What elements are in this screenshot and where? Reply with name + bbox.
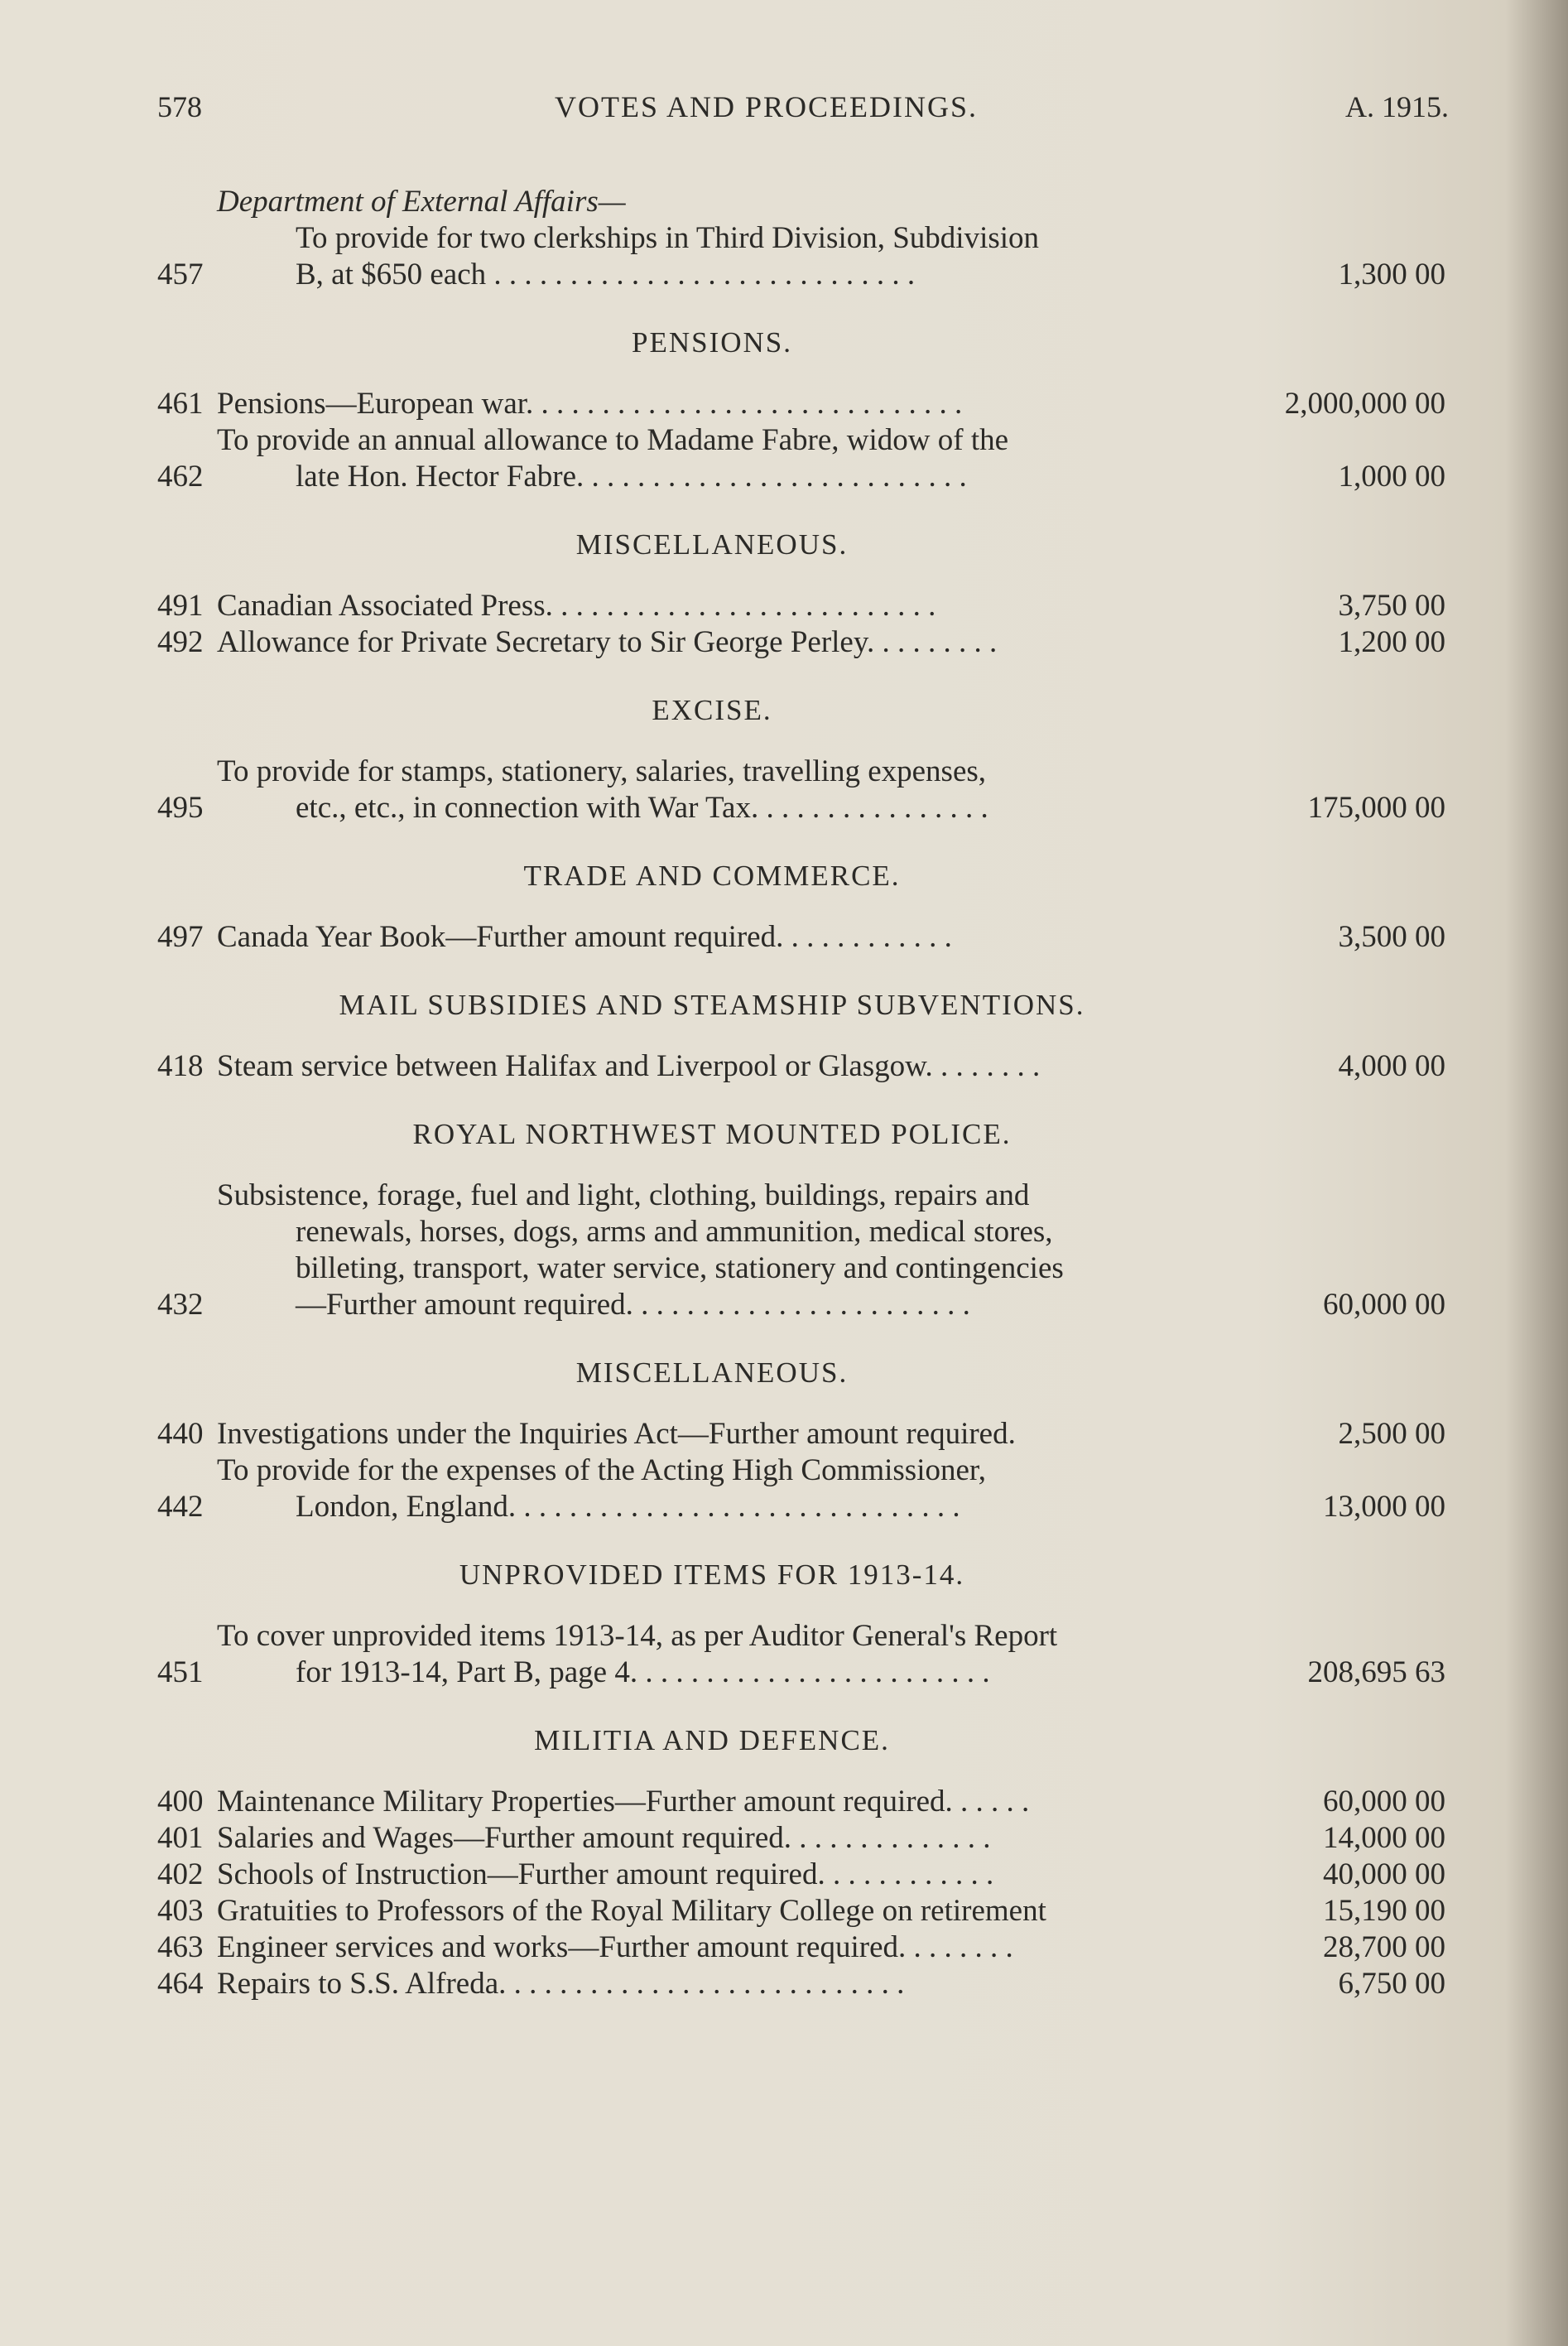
vote-number: 440: [157, 1417, 204, 1451]
vote-description: [217, 1820, 1260, 1857]
vote-entry: [157, 1893, 1449, 1929]
vote-number: 491: [157, 589, 204, 623]
vote-amount: 6,750 00: [1338, 1967, 1445, 2001]
vote-number: 461: [157, 387, 204, 421]
vote-entry: [157, 588, 1449, 624]
section: [157, 694, 1449, 826]
description-line: B, at $650 each . . . . . . . . . . . . . . . . . . . . . . . . . . . .: [296, 258, 916, 291]
vote-entry: [157, 1618, 1449, 1691]
vote-description: [217, 386, 1260, 422]
vote-entry: [157, 1857, 1449, 1893]
vote-description: [217, 1618, 1260, 1691]
page-header: [157, 89, 1449, 139]
running-title: VOTES AND PROCEEDINGS.: [555, 90, 979, 123]
vote-amount: 2,000,000 00: [1284, 387, 1445, 421]
vote-entry: [157, 422, 1449, 495]
description-line: To cover unprovided items 1913-14, as per Auditor General's Report: [217, 1619, 1058, 1653]
vote-description: [217, 422, 1260, 495]
vote-number: 463: [157, 1930, 204, 1964]
vote-description: [217, 184, 1260, 293]
vote-amount: 1,200 00: [1338, 625, 1445, 659]
description-line: Salaries and Wages—Further amount required. . . . . . . . . . . . . .: [217, 1821, 991, 1855]
section: [157, 1724, 1449, 2002]
vote-amount: 15,190 00: [1323, 1894, 1445, 1928]
vote-description: [217, 1452, 1260, 1525]
vote-amount: 60,000 00: [1323, 1785, 1445, 1819]
section-heading: TRADE AND COMMERCE.: [523, 860, 901, 892]
vote-number: 432: [157, 1288, 204, 1322]
vote-description: [217, 1966, 1260, 2002]
vote-description: [217, 1178, 1260, 1323]
vote-number: 402: [157, 1857, 204, 1891]
vote-number: 442: [157, 1490, 204, 1524]
description-line: —Further amount required. . . . . . . . . . . . . . . . . . . . . . .: [296, 1288, 970, 1322]
vote-number: 400: [157, 1785, 204, 1819]
section-heading: MISCELLANEOUS.: [575, 528, 849, 561]
vote-number: 492: [157, 625, 204, 659]
description-line: Engineer services and works—Further amount required. . . . . . . .: [217, 1930, 1013, 1964]
description-line: London, England. . . . . . . . . . . . . . . . . . . . . . . . . . . . . .: [296, 1490, 960, 1524]
description-line: billeting, transport, water service, stationery and contingencies: [296, 1251, 1064, 1285]
vote-entry: [157, 1416, 1449, 1452]
vote-amount: 2,500 00: [1338, 1417, 1445, 1451]
vote-amount: 14,000 00: [1323, 1821, 1445, 1855]
vote-entry: [157, 1929, 1449, 1966]
vote-amount: 3,500 00: [1338, 920, 1445, 954]
vote-entry: [157, 1784, 1449, 1820]
description-line: renewals, horses, dogs, arms and ammunition, medical stores,: [296, 1215, 1053, 1249]
vote-entry: [157, 386, 1449, 422]
vote-amount: 3,750 00: [1338, 589, 1445, 623]
vote-amount: 1,300 00: [1338, 258, 1445, 291]
department-subtitle: Department of External Affairs—: [217, 185, 626, 219]
vote-amount: 40,000 00: [1323, 1857, 1445, 1891]
vote-entry: [157, 1178, 1449, 1323]
section: [157, 1356, 1449, 1525]
description-line: Allowance for Private Secretary to Sir George Perley. . . . . . . . .: [217, 625, 998, 659]
vote-entry: [157, 1452, 1449, 1525]
description-line: To provide an annual allowance to Madame Fabre, widow of the: [217, 423, 1009, 457]
vote-number: 418: [157, 1049, 204, 1083]
vote-entry: [157, 1820, 1449, 1857]
document-body: [157, 184, 1449, 2002]
vote-amount: 4,000 00: [1338, 1049, 1445, 1083]
vote-description: [217, 1048, 1260, 1085]
vote-entry: [157, 624, 1449, 661]
section-heading: PENSIONS.: [631, 326, 792, 359]
description-line: Canadian Associated Press. . . . . . . . . . . . . . . . . . . . . . . . . .: [217, 589, 936, 623]
section: [157, 184, 1449, 293]
description-line: Investigations under the Inquiries Act—Further amount required.: [217, 1417, 1016, 1451]
description-line: Steam service between Halifax and Liverpool or Glasgow. . . . . . . .: [217, 1049, 1041, 1083]
description-line: Schools of Instruction—Further amount required. . . . . . . . . . . .: [217, 1857, 994, 1891]
description-line: late Hon. Hector Fabre. . . . . . . . . . . . . . . . . . . . . . . . . .: [296, 460, 967, 494]
vote-number: 495: [157, 791, 204, 825]
vote-amount: 208,695 63: [1307, 1655, 1445, 1689]
section: [157, 1558, 1449, 1691]
section: [157, 989, 1449, 1085]
year-label: A. 1915.: [1345, 90, 1449, 123]
description-line: for 1913-14, Part B, page 4. . . . . . . . . . . . . . . . . . . . . . . .: [296, 1655, 990, 1689]
vote-amount: 60,000 00: [1323, 1288, 1445, 1322]
vote-amount: 1,000 00: [1338, 460, 1445, 494]
vote-entry: [157, 1048, 1449, 1085]
description-line: To provide for the expenses of the Acting High Commissioner,: [217, 1453, 986, 1487]
page-number: 578: [157, 90, 202, 123]
vote-description: [217, 1929, 1260, 1966]
vote-entry: [157, 1966, 1449, 2002]
vote-description: [217, 1784, 1260, 1820]
vote-description: [217, 624, 1260, 661]
vote-amount: 13,000 00: [1323, 1490, 1445, 1524]
vote-number: 451: [157, 1655, 204, 1689]
vote-entry: [157, 754, 1449, 826]
section-heading: UNPROVIDED ITEMS FOR 1913-14.: [459, 1558, 965, 1591]
description-line: etc., etc., in connection with War Tax. . . . . . . . . . . . . . . .: [296, 791, 988, 825]
description-line: Gratuities to Professors of the Royal Military College on retirement: [217, 1894, 1046, 1928]
vote-description: [217, 588, 1260, 624]
vote-description: [217, 919, 1260, 956]
vote-number: 457: [157, 258, 204, 291]
vote-amount: 28,700 00: [1323, 1930, 1445, 1964]
vote-description: [217, 1857, 1260, 1893]
description-line: Canada Year Book—Further amount required. . . . . . . . . . . .: [217, 920, 952, 954]
description-line: To provide for two clerkships in Third Division, Subdivision: [296, 221, 1040, 255]
vote-entry: [157, 184, 1449, 293]
vote-number: 401: [157, 1821, 204, 1855]
vote-description: [217, 1416, 1260, 1452]
vote-amount: 175,000 00: [1307, 791, 1445, 825]
vote-number: 497: [157, 920, 204, 954]
vote-number: 462: [157, 460, 204, 494]
section: [157, 326, 1449, 495]
vote-number: 403: [157, 1894, 204, 1928]
section-heading: ROYAL NORTHWEST MOUNTED POLICE.: [412, 1118, 1012, 1150]
section-heading: MISCELLANEOUS.: [575, 1356, 849, 1389]
vote-number: 464: [157, 1967, 204, 2001]
section-heading: MAIL SUBSIDIES AND STEAMSHIP SUBVENTIONS.: [339, 989, 1085, 1021]
description-line: Maintenance Military Properties—Further amount required. . . . . .: [217, 1785, 1030, 1819]
description-line: Repairs to S.S. Alfreda. . . . . . . . . . . . . . . . . . . . . . . . . . .: [217, 1967, 905, 2001]
description-line: [217, 184, 1260, 220]
section-heading: MILITIA AND DEFENCE.: [534, 1724, 890, 1756]
section: [157, 528, 1449, 661]
description-line: Pensions—European war. . . . . . . . . . . . . . . . . . . . . . . . . . . . .: [217, 387, 963, 421]
vote-description: [217, 1893, 1260, 1929]
section-heading: EXCISE.: [652, 694, 772, 726]
description-line: Subsistence, forage, fuel and light, clothing, buildings, repairs and: [217, 1178, 1030, 1212]
section: [157, 1118, 1449, 1323]
vote-entry: [157, 919, 1449, 956]
description-line: To provide for stamps, stationery, salaries, travelling expenses,: [217, 754, 987, 788]
section: [157, 860, 1449, 956]
vote-description: [217, 754, 1260, 826]
